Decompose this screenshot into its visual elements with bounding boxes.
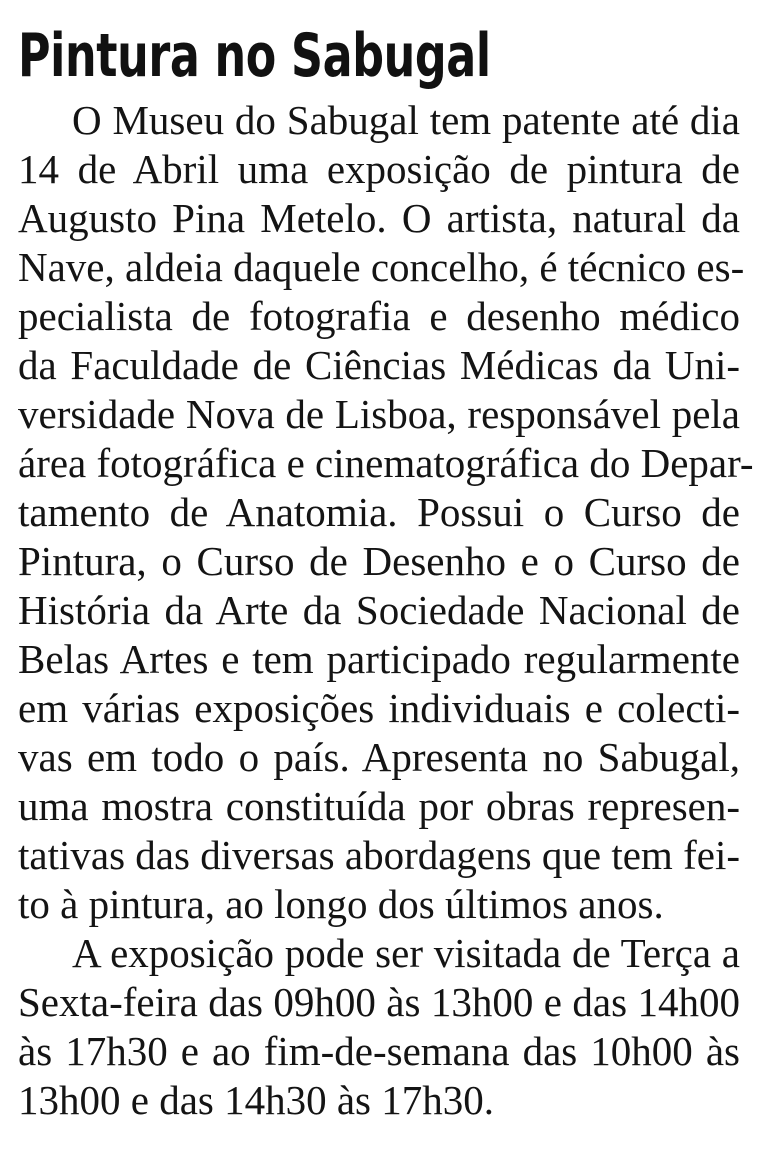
text-line: 13h00 e das 14h30 às 17h30. xyxy=(18,1077,495,1123)
text-line: da Faculdade de Ciências Médicas da Uni- xyxy=(18,342,740,388)
text-line: uma mostra constituída por obras represen- xyxy=(18,783,740,829)
text-line: área fotográfica e cinematográfica do Depar- xyxy=(18,440,754,486)
text-line: 14 de Abril uma exposição de pintura de xyxy=(18,146,740,192)
article-headline: Pintura no Sabugal xyxy=(18,21,491,91)
text-line: pecialista de fotografia e desenho médico xyxy=(18,293,740,339)
text-line: tativas das diversas abordagens que tem fei- xyxy=(18,832,740,878)
text-line: tamento de Anatomia. Possui o Curso de xyxy=(18,489,740,535)
text-line: to à pintura, ao longo dos últimos anos. xyxy=(18,881,664,927)
text-line: às 17h30 e ao fim-de-semana das 10h00 às xyxy=(18,1028,740,1074)
text-line: versidade Nova de Lisboa, responsável pela xyxy=(18,391,740,437)
text-line: em várias exposições individuais e colecti- xyxy=(18,685,740,731)
paragraph-1 xyxy=(18,96,754,929)
text-line: Pintura, o Curso de Desenho e o Curso de xyxy=(18,538,740,584)
news-article xyxy=(18,18,754,1125)
text-line: vas em todo o país. Apresenta no Sabugal, xyxy=(18,734,740,780)
text-line: O Museu do Sabugal tem patente até dia xyxy=(72,97,740,143)
text-line: Sexta-feira das 09h00 às 13h00 e das 14h00 xyxy=(18,979,740,1025)
text-line: A exposição pode ser visitada de Terça a xyxy=(72,930,740,976)
text-line: História da Arte da Sociedade Nacional de xyxy=(18,587,740,633)
paragraph-2 xyxy=(18,929,740,1125)
article-body xyxy=(18,96,754,1125)
text-line: Belas Artes e tem participado regularmente xyxy=(18,636,740,682)
text-line: Nave, aldeia daquele concelho, é técnico es- xyxy=(18,244,745,290)
text-line: Augusto Pina Metelo. O artista, natural da xyxy=(18,195,740,241)
